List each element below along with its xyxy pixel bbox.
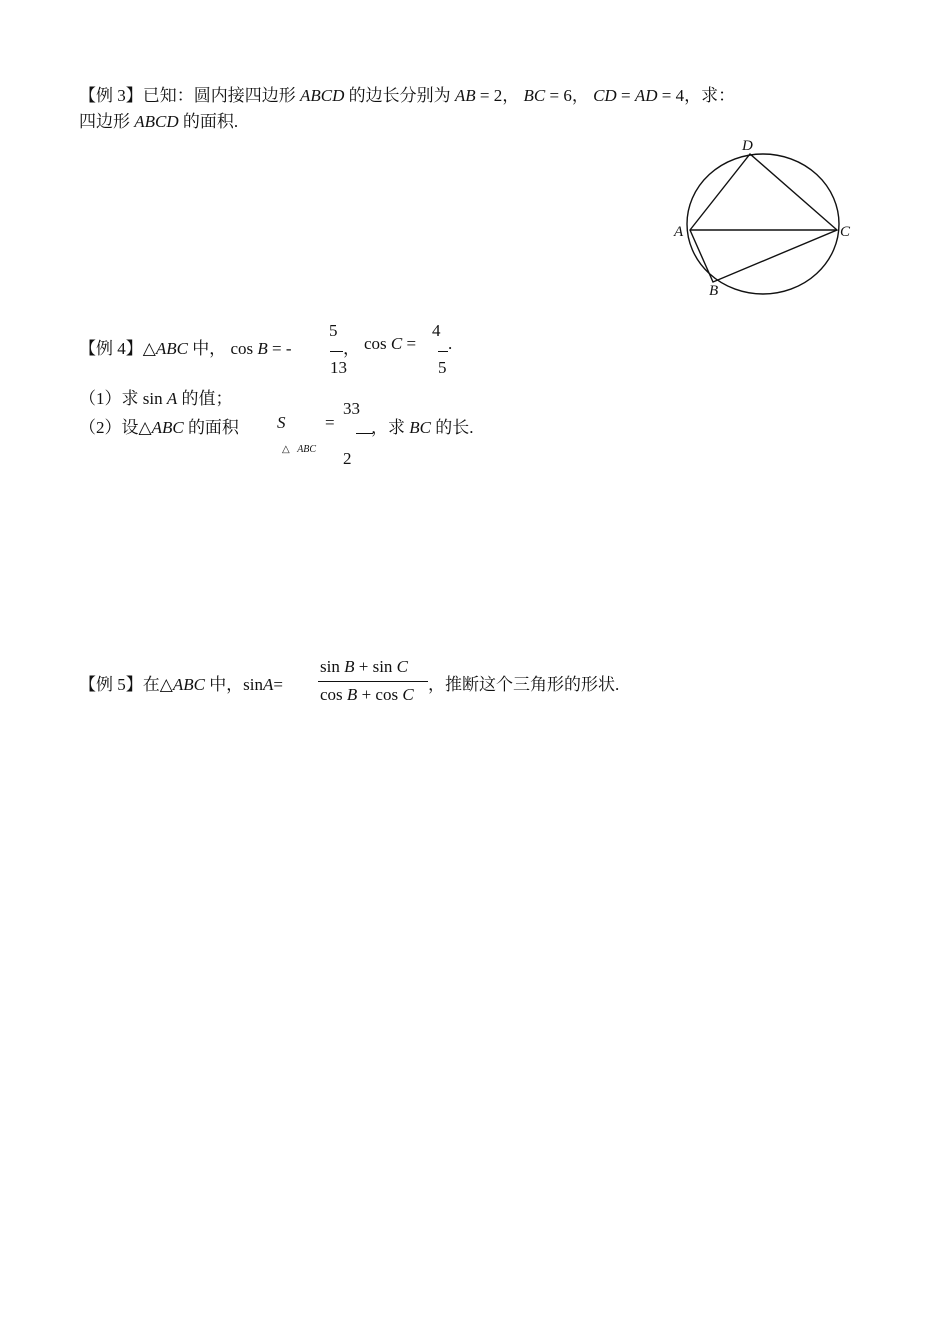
ex5-den-plus: +: [361, 685, 372, 704]
ex5-a: A: [263, 675, 274, 694]
ex3-bc-value: 6: [563, 86, 572, 105]
ex4-cosb-fraction-bar: [330, 351, 343, 352]
ex5-den-c: C: [402, 685, 414, 704]
ex4-q1-label: （1）求: [79, 389, 139, 408]
ex4-triangle: △: [142, 339, 156, 358]
vertex-label-c: C: [840, 224, 851, 240]
ex5-num-plus: +: [358, 657, 369, 676]
ex4-q2-bc: BC: [409, 418, 431, 437]
ex3-line2-b: 的面积.: [182, 112, 239, 131]
ex3-text-1: 已知：圆内接四边形: [142, 86, 296, 105]
ex4-q2-tail: 的长.: [435, 418, 474, 437]
ex5-numerator: [320, 657, 408, 677]
ex3-eq-2: =: [549, 86, 560, 105]
ex5-num-sin-2: sin: [372, 657, 393, 676]
ex4-cosc: [364, 334, 416, 354]
ex4-q2-mid: 的面积: [187, 418, 239, 437]
ex4-cosc-numerator: 4: [432, 321, 441, 340]
ex4-area-numerator: 33: [343, 399, 360, 418]
ex5-num-sin-1: sin: [320, 657, 340, 676]
ex4-area-sub-triangle: △: [282, 444, 290, 455]
ex4-cosb-denominator: 13: [330, 358, 347, 377]
ex3-line2-a: 四边形: [79, 112, 130, 131]
ex4-q1-a: A: [166, 389, 178, 408]
ex4-q2-triangle: △: [138, 418, 152, 437]
ex3-abcd: ABCD: [300, 86, 345, 105]
ex3-ad: AD: [634, 86, 658, 105]
ex3-text-2: 的边长分别为: [348, 86, 451, 105]
ex3-line1: [79, 81, 735, 106]
ex5-text-1: 在△: [142, 675, 173, 694]
ex4-cos-c: cos: [364, 334, 387, 353]
ex4-q2-abc: ABC: [151, 418, 184, 437]
ex4-c: C: [390, 334, 403, 353]
ex4-cos-b: cos: [230, 339, 254, 358]
cyclic-quadrilateral-figure: [670, 132, 860, 302]
ex3-eq-3: =: [620, 86, 631, 105]
ex4-eq-1: =: [272, 339, 282, 358]
ex5-denominator: [320, 685, 414, 705]
ex4-minus: -: [285, 339, 292, 358]
ex4-sep: ，: [343, 339, 360, 358]
ex4-cosb-numerator: 5: [329, 321, 338, 340]
ex5-abc: ABC: [172, 675, 205, 694]
ex4-b: B: [257, 339, 268, 358]
ex5-eq: =: [273, 675, 284, 694]
ex3-bc: BC: [523, 86, 546, 105]
ex3-text-3: ，求：: [684, 86, 736, 105]
ex5-fraction-bar: [318, 681, 428, 682]
ex4-q1-sin: sin: [142, 389, 163, 408]
ex4-period: .: [448, 334, 453, 353]
ex3-cdad-value: 4: [675, 86, 685, 105]
vertex-label-a: A: [674, 224, 684, 240]
ex3-eq-4: =: [661, 86, 672, 105]
ex4-area-s: S: [277, 413, 286, 432]
ex4-area-denominator: 2: [343, 449, 352, 468]
ex4-q2-ask: [371, 413, 473, 438]
ex4-area-sub-abc: ABC: [297, 444, 317, 455]
ex5-den-cos-2: cos: [375, 685, 399, 704]
ex4-q1-tail: 的值；: [181, 389, 233, 408]
ex4-question-2: [79, 413, 239, 438]
ex5-label: 【例 5】: [79, 675, 143, 694]
vertex-label-d: D: [742, 138, 753, 154]
ex3-comma-1: ，: [502, 86, 520, 105]
ex5-text-2: 中，sin: [209, 675, 264, 694]
ex4-area-eq: =: [325, 413, 335, 432]
ex4-label: 【例 4】: [79, 339, 143, 358]
ex3-comma-2: ，: [571, 86, 589, 105]
ex4-zhong: 中，: [192, 339, 227, 358]
ex3-eq-1: =: [479, 86, 490, 105]
ex4-cosc-fraction-bar: [438, 351, 448, 352]
ex5-den-cos-1: cos: [320, 685, 343, 704]
ex5-den-b: B: [346, 685, 358, 704]
ex5-num-c: C: [396, 657, 409, 676]
ex3-cd: CD: [593, 86, 617, 105]
ex5-num-b: B: [344, 657, 355, 676]
ex4-eq-2: =: [406, 334, 417, 353]
ex4-abc: ABC: [155, 339, 188, 358]
ex5-tail: ，推断这个三角形的形状.: [428, 675, 620, 694]
vertex-label-b: B: [709, 283, 719, 299]
ex4-question-1: [79, 384, 232, 409]
ex4-q2-ask-text: ，求: [371, 418, 405, 437]
ex3-label: 【例 3】: [79, 86, 143, 105]
ex3-line2: [79, 107, 238, 132]
ex4-cosc-denominator: 5: [438, 358, 447, 377]
ex3-ab: AB: [454, 86, 476, 105]
ex3-line2-abcd: ABCD: [134, 112, 179, 131]
ex4-q2-label: （2）设: [79, 418, 139, 437]
circle-shape: [687, 154, 839, 294]
ex5-lead: [79, 670, 283, 695]
ex3-ab-value: 2: [493, 86, 503, 105]
ex4-line1-left: [79, 334, 292, 359]
ex4-area-subscript: [282, 444, 316, 455]
